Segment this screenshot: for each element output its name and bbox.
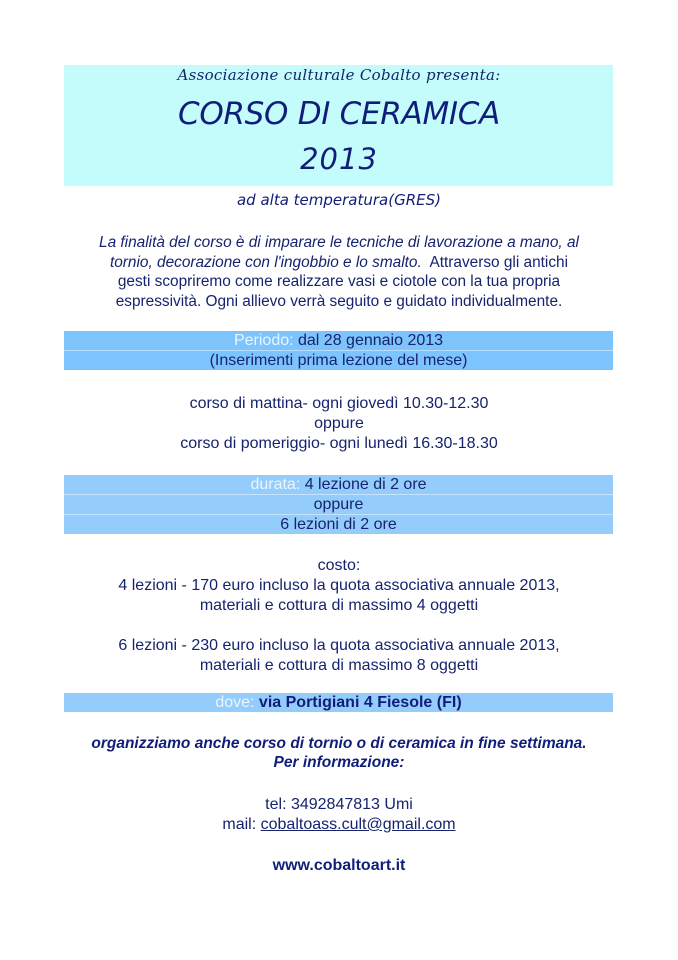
- durata-option-1: 4 lezione di 2 ore: [300, 476, 427, 493]
- tagline: Associazione culturale Cobalto presenta:: [177, 66, 501, 84]
- costo-option-2-line-1: 6 lezioni - 230 euro incluso la quota associativa annuale 2013,: [118, 637, 560, 654]
- schedule-section: [0, 394, 678, 454]
- costs-section: [0, 556, 678, 676]
- durata-option-2: 6 lezioni di 2 ore: [280, 516, 397, 533]
- website-link[interactable]: www.cobaltoart.it: [272, 857, 406, 874]
- schedule-morning: corso di mattina- ogni giovedì 10.30-12.30: [189, 395, 489, 412]
- weekend-notice: [0, 734, 678, 772]
- costo-option-1-line-2: materiali e cottura di massimo 4 oggetti: [199, 597, 479, 614]
- contact-section: [0, 795, 678, 835]
- durata-band: [64, 475, 613, 534]
- periodo-value: dal 28 gennaio 2013: [293, 332, 444, 349]
- durata-or: oppure: [64, 495, 613, 515]
- intro-line-3: gesti scopriremo come realizzare vasi e ciotole con la tua propria: [117, 273, 561, 290]
- contact-tel: tel: 3492847813 Umi: [265, 796, 413, 813]
- periodo-note: (Inserimenti prima lezione del mese): [209, 352, 468, 369]
- schedule-afternoon: corso di pomeriggio- ogni lunedì 16.30-18.30: [180, 435, 498, 452]
- intro-line-2-rest: Attraverso gli antichi: [421, 253, 569, 271]
- page-title: CORSO DI CERAMICA: [177, 96, 500, 132]
- weekend-line-1: organizziamo anche corso di tornio o di ceramica in fine settimana.: [91, 735, 587, 752]
- intro-line-1: La finalità del corso è di imparare le tecniche di lavorazione a mano, al: [99, 234, 579, 251]
- subtitle: ad alta temperatura(GRES): [236, 191, 441, 209]
- title-year: 2013: [300, 142, 378, 176]
- costo-option-2-line-2: materiali e cottura di massimo 8 oggetti: [199, 657, 479, 674]
- weekend-line-2: Per informazione:: [273, 754, 405, 771]
- costo-option-1-line-1: 4 lezioni - 170 euro incluso la quota associativa annuale 2013,: [118, 577, 560, 594]
- dove-band: [64, 693, 613, 712]
- periodo-band: [64, 331, 613, 370]
- dove-address: via Portigiani 4 Fiesole (FI): [254, 694, 462, 711]
- intro-paragraph: [0, 233, 678, 311]
- contact-mail-label: mail:: [222, 816, 261, 833]
- schedule-or: oppure: [314, 415, 364, 432]
- contact-mail-link[interactable]: cobaltoass.cult@gmail.com: [260, 816, 456, 833]
- intro-line-2-italic: tornio, decorazione con l'ingobbio e lo smalto.: [109, 253, 422, 271]
- intro-line-4: espressività. Ogni allievo verrà seguito e guidato individualmente.: [115, 292, 563, 310]
- periodo-label: Periodo:: [233, 332, 294, 349]
- dove-label: dove:: [215, 694, 255, 711]
- durata-label: durata:: [250, 476, 301, 493]
- costo-label: costo:: [317, 557, 361, 574]
